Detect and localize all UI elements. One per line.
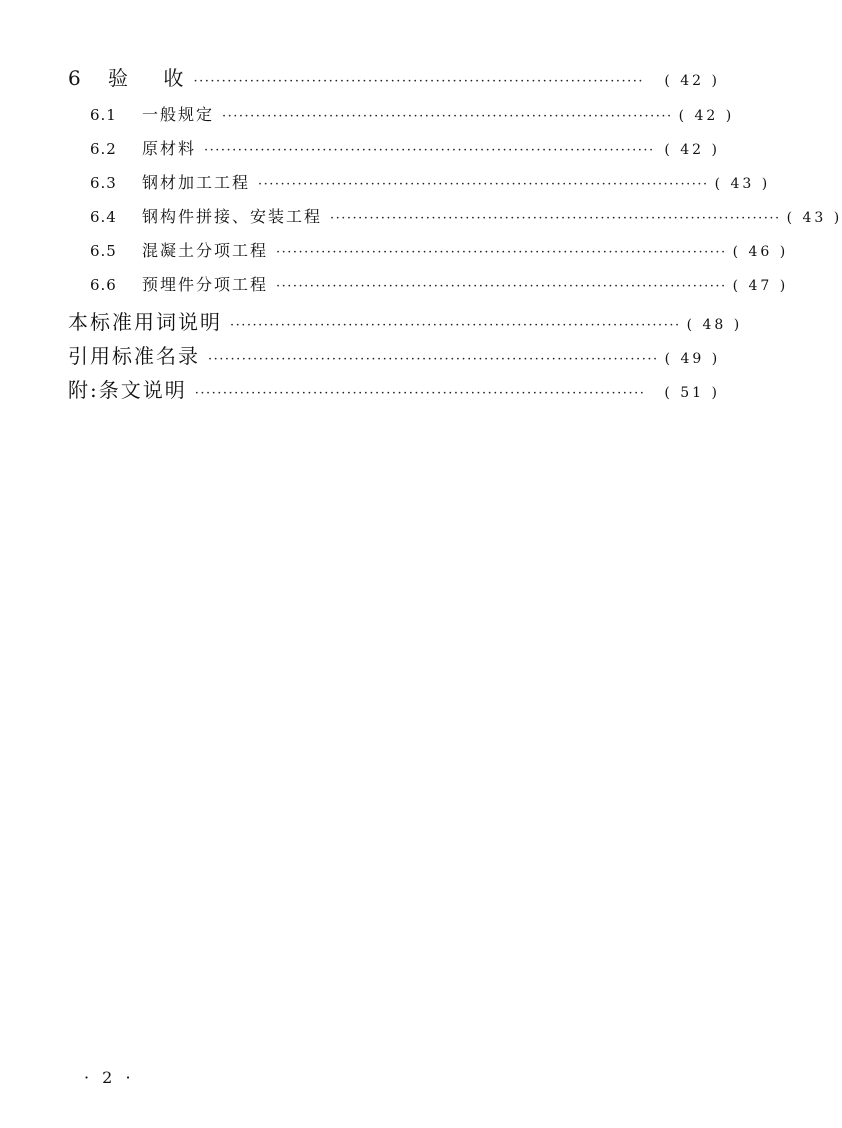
toc-section-title: 预埋件分项工程 [142, 275, 269, 294]
toc-section-number: 6.1 [90, 106, 117, 124]
toc-page-number: ( 43 ) [786, 210, 842, 226]
toc-entry-title: 引用标准名录 [68, 344, 200, 368]
toc-leader: ················································································ [330, 211, 781, 226]
toc-page-number: ( 47 ) [732, 278, 789, 294]
toc-section-6-6[interactable] [90, 272, 789, 295]
toc-section-6-4[interactable] [90, 204, 842, 227]
toc-leader: ················································································ [208, 352, 659, 367]
toc-section-number: 6.2 [90, 140, 117, 158]
toc-section-label [90, 272, 268, 295]
toc-leader: ················································································ [204, 143, 655, 158]
toc-chapter-title: 验 收 [108, 66, 186, 90]
toc-section-title: 原材料 [142, 139, 197, 158]
toc-entry-title: 附:条文说明 [68, 378, 187, 402]
toc-chapter-6[interactable] [68, 62, 720, 91]
toc-section-title: 钢构件拼接、安装工程 [142, 207, 323, 226]
toc-section-6-1[interactable] [90, 102, 735, 125]
toc-section-label [90, 238, 268, 261]
toc-section-title: 钢材加工工程 [142, 173, 251, 192]
toc-page-number: ( 51 ) [664, 385, 720, 401]
toc-leader: ················································································ [194, 386, 646, 401]
toc-section-label [90, 102, 214, 125]
toc-page-number: ( 46 ) [732, 244, 789, 260]
toc-leader: ················································································ [258, 177, 709, 192]
toc-chapter-number: 6 [68, 66, 83, 90]
toc-section-number: 6.5 [90, 242, 117, 260]
toc-page-number: ( 49 ) [664, 351, 721, 367]
toc-page-number: ( 43 ) [714, 176, 771, 192]
toc-entry-explanation[interactable] [68, 374, 720, 403]
toc-entry-terms[interactable] [68, 306, 743, 335]
toc-entry-title: 本标准用词说明 [68, 310, 222, 334]
toc-page-number: ( 42 ) [664, 73, 720, 89]
toc-section-label [90, 136, 196, 159]
toc-page-number: ( 42 ) [678, 108, 735, 124]
toc-leader: ················································································ [222, 109, 673, 124]
toc-section-6-3[interactable] [90, 170, 771, 193]
toc-section-title: 混凝土分项工程 [142, 241, 269, 260]
toc-chapter-label [68, 62, 185, 91]
toc-section-number: 6.6 [90, 276, 117, 294]
toc-section-label [90, 204, 322, 227]
toc-leader: ················································································ [230, 318, 681, 333]
toc-leader: ················································································ [276, 279, 727, 294]
toc-section-6-2[interactable] [90, 136, 720, 159]
toc-leader: ················································································ [193, 74, 645, 89]
toc-section-label [90, 170, 250, 193]
toc-section-6-5[interactable] [90, 238, 789, 261]
toc-entry-references[interactable] [68, 340, 720, 369]
toc-section-title: 一般规定 [142, 105, 215, 124]
page-number: · 2 · [84, 1068, 135, 1087]
toc-page-number: ( 48 ) [686, 317, 743, 333]
toc-leader: ················································································ [276, 245, 727, 260]
toc-section-number: 6.4 [90, 208, 117, 226]
toc-section-number: 6.3 [90, 174, 117, 192]
toc-page-number: ( 42 ) [664, 142, 720, 158]
